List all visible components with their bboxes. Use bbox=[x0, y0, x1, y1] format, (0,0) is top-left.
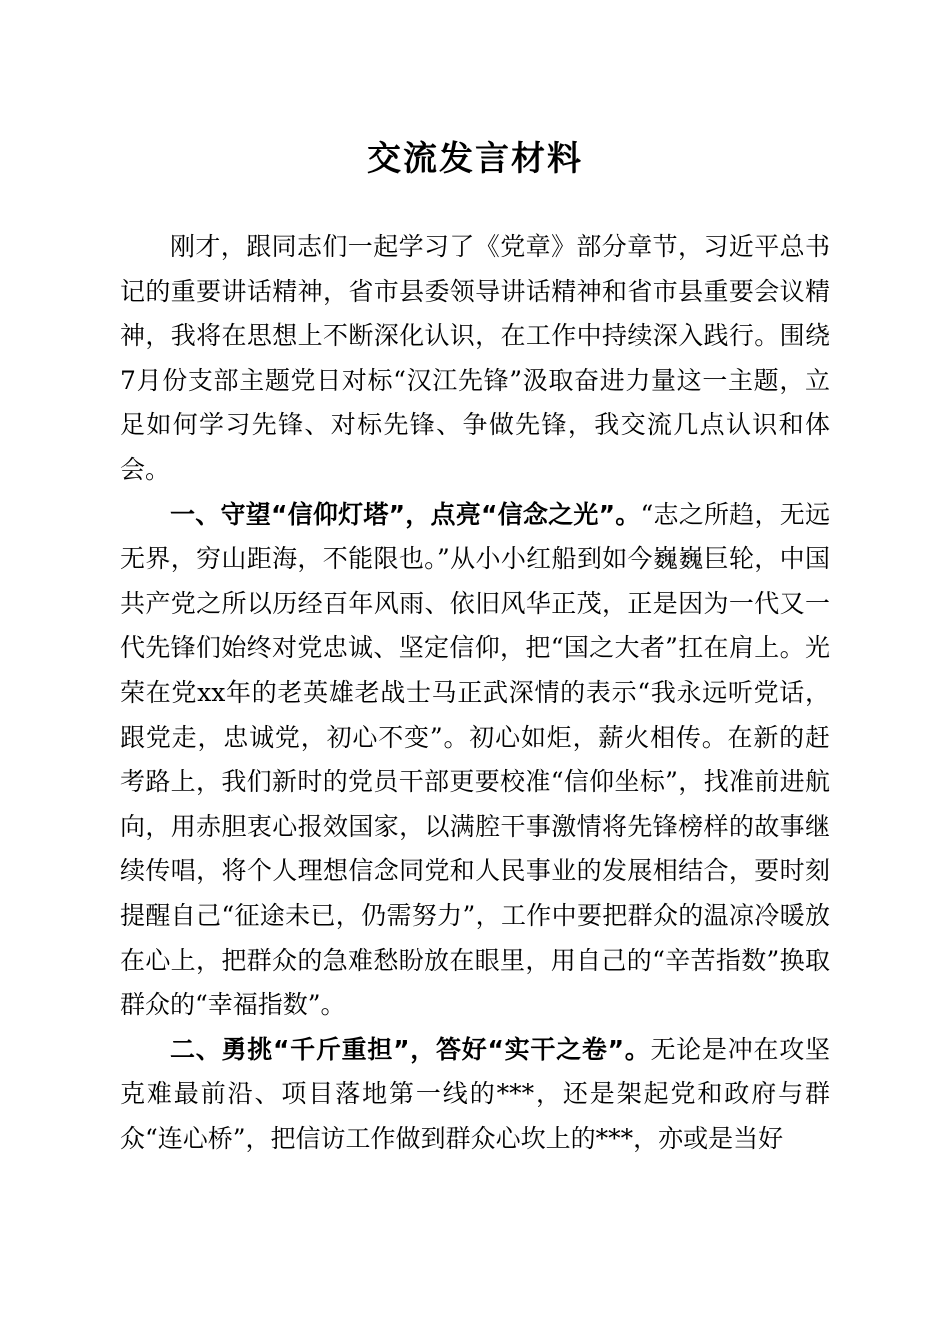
section-1-heading: 一、守望“信仰灯塔”，点亮“信念之光”。 bbox=[170, 499, 641, 529]
section-1-text: “志之所趋，无远无界，穷山距海，不能限也。”从小小红船到如今巍巍巨轮，中国共产党之所以历经百年风雨、依旧风华正茂，正是因为一代又一代先锋们始终对党忠诚、坚定信仰，把“国之大者”扛在肩上。光荣在党xx年的老英雄老战士马正武深情的表示“我永远听党话，跟党走，忠诚党，初心不变”。初心如炬，薪火相传。在新的赶考路上，我们新时的党员干部更要校准“信仰坐标”，找准前进航向，用赤胆衷心报效国家，以满腔干事激情将先锋榜样的故事继续传唱，将个人理想信念同党和人民事业的发展相结合，要时刻提醒自己“征途未已，仍需努力”，工作中要把群众的温凉冷暖放在心上，把群众的急难愁盼放在眼里，用自己的“辛苦指数”换取群众的“幸福指数”。 bbox=[120, 499, 830, 1020]
paragraph-section-1 bbox=[120, 493, 830, 1028]
paragraph-intro bbox=[120, 225, 830, 493]
document-body bbox=[120, 225, 830, 1161]
paragraph-intro-text: 刚才，跟同志们一起学习了《党章》部分章节，习近平总书记的重要讲话精神，省市县委领导讲话精神和省市县重要会议精神，我将在思想上不断深化认识，在工作中持续深入践行。围绕7月份支部主题党日对标“汉江先锋”汲取奋进力量这一主题，立足如何学习先锋、对标先锋、争做先锋，我交流几点认识和体会。 bbox=[120, 232, 830, 484]
document-title: 交流发言材料 bbox=[367, 139, 583, 179]
section-2-text: 无论是冲在攻坚克难最前沿、项目落地第一线的***，还是架起党和政府与群众“连心桥”，把信访工作做到群众心坎上的***，亦或是当好 bbox=[120, 1034, 830, 1153]
section-2-heading: 二、勇挑“千斤重担”，答好“实干之卷”。 bbox=[170, 1034, 651, 1064]
paragraph-section-2 bbox=[120, 1028, 830, 1162]
